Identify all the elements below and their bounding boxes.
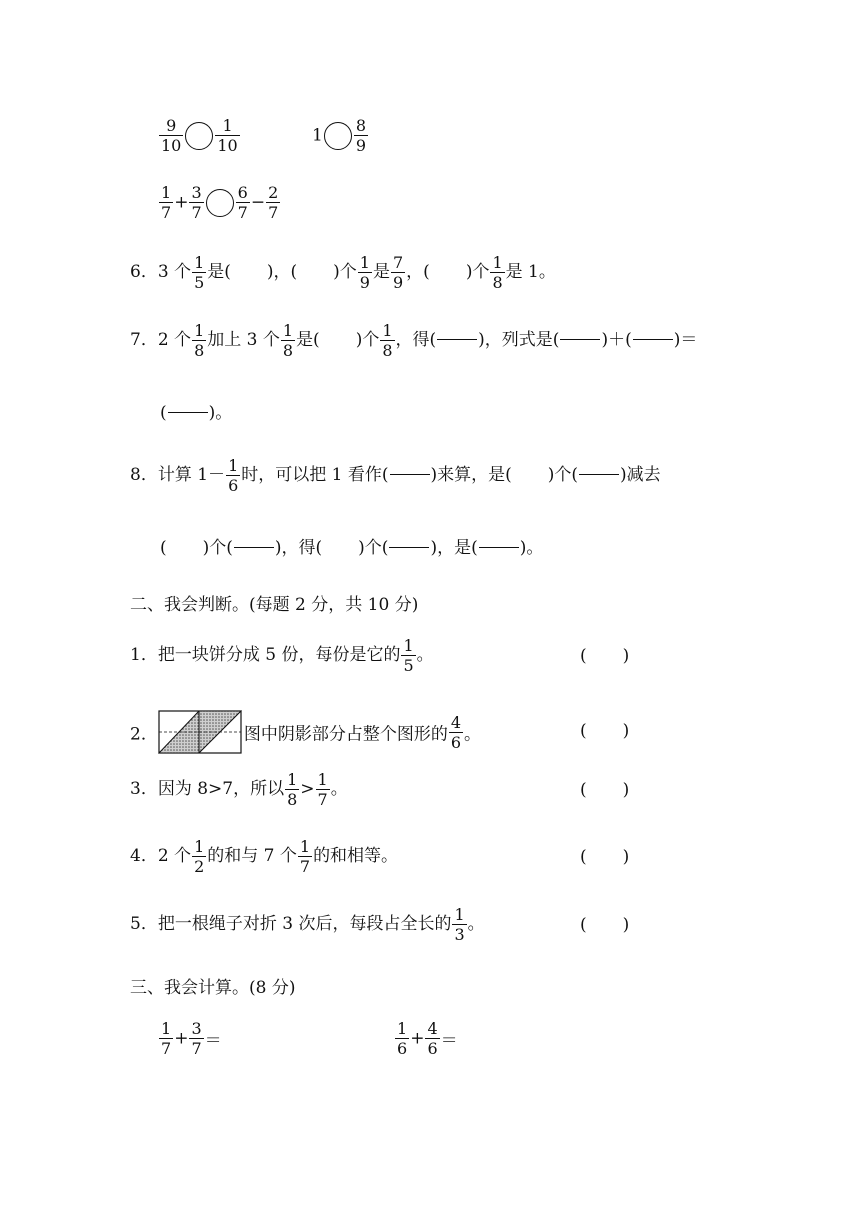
section-3-title: 三、我会计算。(8 分) bbox=[130, 978, 296, 998]
judge-item-1: 1．把一块饼分成 5 份，每份是它的 $\frac{1}{5}$ 。 bbox=[130, 636, 434, 675]
answer-blank[interactable] bbox=[390, 474, 430, 475]
calc-item-2: $\frac{1}{6}$ + $\frac{4}{6}$ ＝ bbox=[397, 1019, 458, 1058]
judge-item-2: 2． 图中阴影部分占整个图形的 $\frac{4}{6}$ 。 bbox=[130, 710, 481, 754]
compare-row-2: $\frac{1}{7}$ + $\frac{3}{7}$ $\frac{6}{7}$ − $\frac{2}{7}$ bbox=[161, 183, 279, 222]
fraction: $\frac{9}{10}$ bbox=[161, 116, 182, 155]
answer-blank[interactable] bbox=[389, 547, 429, 548]
judge-item-4: 4．2 个 $\frac{1}{2}$ 的和与 7 个 $\frac{1}{7}$ 的和相等。 bbox=[130, 837, 399, 876]
answer-parens[interactable]: ( ) bbox=[580, 780, 630, 800]
answer-parens[interactable]: ( ) bbox=[580, 847, 630, 867]
answer-blank[interactable] bbox=[560, 339, 600, 340]
compare-circle[interactable] bbox=[324, 122, 352, 150]
answer-blank[interactable] bbox=[437, 339, 477, 340]
compare-circle[interactable] bbox=[185, 122, 213, 150]
judge-item-3: 3．因为 8>7，所以 $\frac{1}{8}$ > $\frac{1}{7}$ 。 bbox=[130, 770, 348, 809]
answer-parens[interactable]: ( ) bbox=[580, 915, 630, 935]
question-6: 6．3 个 $\frac{1}{5}$ 是( )，( )个 $\frac{1}{9}$ 是 $\frac{7}{9}$ ，( )个 $\frac{1}{8}$ 是 1。 bbox=[130, 253, 556, 292]
shaded-parallelogram-figure bbox=[158, 710, 242, 754]
answer-blank[interactable] bbox=[579, 474, 619, 475]
answer-blank[interactable] bbox=[479, 547, 519, 548]
question-8: 8．计算 1－ $\frac{1}{6}$ 时，可以把 1 看作( )来算，是( )个( )减去 bbox=[130, 456, 661, 495]
answer-parens[interactable]: ( ) bbox=[580, 721, 630, 741]
question-7-line-2: ( )。 bbox=[160, 403, 233, 423]
calc-item-1: $\frac{1}{7}$ + $\frac{3}{7}$ ＝ bbox=[161, 1019, 222, 1058]
compare-circle[interactable] bbox=[206, 189, 234, 217]
answer-blank[interactable] bbox=[168, 412, 208, 413]
question-8-line-2: ( )个( )，得( )个( )，是( )。 bbox=[160, 538, 544, 558]
section-2-title: 二、我会判断。(每题 2 分，共 10 分) bbox=[130, 595, 419, 615]
fraction: $\frac{1}{10}$ bbox=[217, 116, 238, 155]
compare-row-1a bbox=[158, 116, 241, 155]
answer-blank[interactable] bbox=[633, 339, 673, 340]
question-7: 7．2 个 $\frac{1}{8}$ 加上 3 个 $\frac{1}{8}$ 是( )个 $\frac{1}{8}$ ，得( )，列式是( )＋( )＝ bbox=[130, 321, 698, 360]
fraction: $\frac{8}{9}$ bbox=[355, 116, 367, 155]
answer-blank[interactable] bbox=[234, 547, 274, 548]
compare-row-1b: 1 $\frac{8}{9}$ bbox=[312, 116, 367, 155]
judge-item-5: 5．把一根绳子对折 3 次后，每段占全长的 $\frac{1}{3}$ 。 bbox=[130, 905, 485, 944]
answer-parens[interactable]: ( ) bbox=[580, 646, 630, 666]
